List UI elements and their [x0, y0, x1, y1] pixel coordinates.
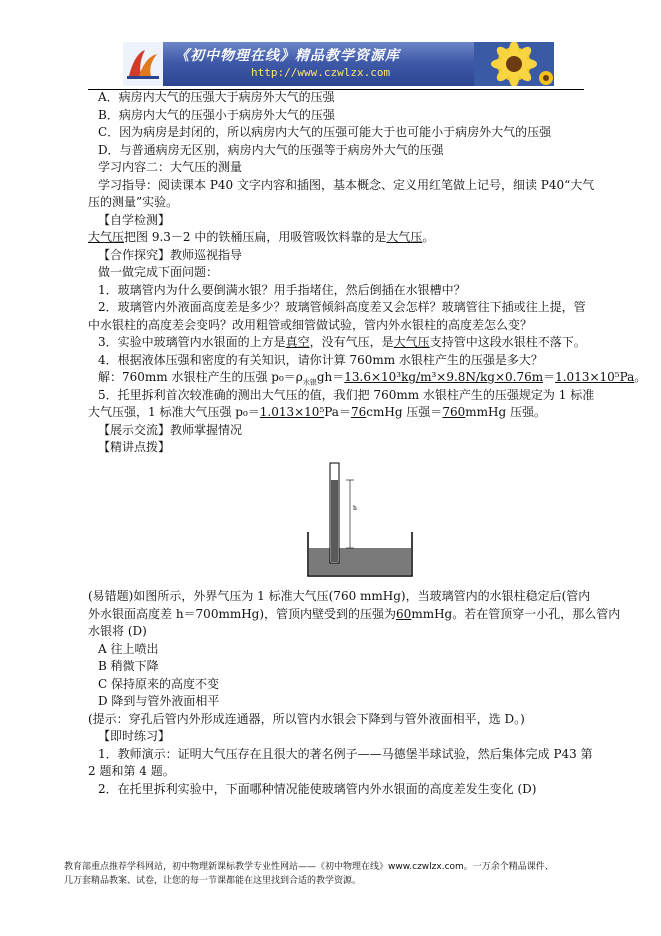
question-5-text: mmHg 压强。 [465, 405, 546, 419]
problem-block [88, 588, 621, 798]
site-logo-icon [123, 42, 163, 86]
answer-blank: 76 [350, 405, 367, 419]
practice-heading: 【即时练习】 [98, 729, 171, 743]
question-5-text: Pa＝ [324, 405, 351, 419]
practice-2: 2．在托里拆利实验中，下面哪种情况能使玻璃管内外水银面的高度差发生变化 (D) [98, 781, 537, 796]
problem-option-b: B 稍微下降 [98, 659, 159, 673]
self-check-line [88, 229, 584, 247]
key-heading: 【精讲点拨】 [98, 440, 171, 454]
page-footer [64, 860, 604, 888]
option-c: C．因为病房是封闭的，所以病房内大气的压强可能大于也可能小于病房外大气的压强 [98, 125, 552, 139]
problem-text: mmHg。若在管顶穿一小孔，那么管内 [411, 606, 621, 621]
subscript: 水银 [302, 378, 317, 387]
footer-line-1: 教育部重点推荐学科网站，初中物理新课标教学专业性网站——《初中物理在线》www.czwlzx.com。一万余个精品课件、 [64, 862, 554, 872]
punctuation: 。 [422, 230, 435, 244]
question-1: 1．玻璃管内为什么要倒满水银？用手指堵住，然后倒插在水银槽中？ [98, 282, 466, 297]
main-content [88, 89, 647, 457]
answer-blank: 60 [396, 606, 412, 621]
solution-text: 解：760mm 水银柱产生的压强 p₀＝ρ [98, 370, 303, 384]
banner-title: 《初中物理在线》精品教学资源库 [175, 48, 400, 64]
problem-hint: (提示：穿孔后管内外形成连通器，所以管内水银会下降到与管外液面相平，选 D。) [88, 711, 525, 726]
do-intro: 做一做完成下面问题： [98, 265, 219, 279]
problem-line-3: 水银将 (D) [88, 624, 147, 638]
option-b: B．病房内大气的压强小于病房外大气的压强 [98, 107, 335, 122]
torricelli-tube-figure [302, 460, 418, 578]
question-2-line-1: 2．玻璃管内外液面高度差是多少？玻璃管倾斜高度差又会怎样？玻璃管往下插或往上提，管 [98, 300, 586, 314]
question-5-text: cmHg 压强＝ [366, 405, 443, 419]
self-check-text: 把图 9.3－2 中的铁桶压扁，用吸管吸饮料靠的是 [124, 230, 387, 244]
answer-blank: 大气压 [88, 230, 125, 244]
banner-url: http://www.czwlzx.com [251, 66, 391, 79]
basin-mercury [309, 548, 411, 575]
study-guide-line-1: 学习指导：阅读课本 P40 文字内容和插图，基本概念、定义用红笔做上记号，细读 P40“大气 [98, 177, 595, 192]
question-5-line-2 [88, 404, 584, 422]
answer-blank: 1.013×10⁵Pa [555, 370, 635, 384]
question-5-line-1: 5．托里拆利首次较准确的测出大气压的值，我们把 760mm 水银柱产生的压强规定为 1 标准 [98, 387, 595, 402]
answer-blank: 760 [442, 405, 466, 419]
height-label: h [353, 505, 357, 512]
question-4: 4．根据液体压强和密度的有关知识，请你计算 760mm 水银柱产生的压强是多大？ [98, 352, 543, 367]
problem-option-a: A 往上喷出 [98, 641, 159, 656]
tube-mercury-column [331, 480, 338, 562]
question-5-text: 大气压强，1 标准大气压强 p₀＝ [88, 405, 260, 419]
sunflower-icon [474, 42, 554, 86]
answer-blank: 13.6×10³kg/m³×9.8N/kg×0.76m [344, 370, 544, 384]
study-guide-line-2: 压的测量”实验。 [88, 195, 179, 209]
self-check-heading: 【自学检测】 [98, 212, 171, 227]
answer-blank: 1.013×10⁵ [259, 405, 325, 419]
section-heading: 学习内容二：大气压的测量 [98, 160, 243, 174]
practice-1-line-2: 2 题和第 4 题。 [88, 764, 175, 778]
question-3-text: 支持管中这段水银柱不落下。 [429, 335, 586, 349]
problem-option-d: D 降到与管外液面相平 [98, 694, 220, 708]
solution-text: ＝ [543, 370, 556, 384]
footer-line-2: 几万套精品教案、试卷，让您的每一节课都能在这里找到合适的教学资源。 [64, 876, 362, 886]
problem-line-2 [88, 606, 621, 624]
practice-1-line-1: 1．教师演示：证明大气压存在且很大的著名例子——马德堡半球试验，然后集体完成 P43 第 [98, 746, 593, 761]
punctuation: 。 [634, 370, 647, 384]
show-heading: 【展示交流】教师掌握情况 [98, 422, 243, 437]
question-3-text: 3．实验中玻璃管内水银面的上方是 [98, 335, 286, 349]
answer-blank: 真空 [285, 335, 310, 349]
question-3-text: ，没有气压，是 [309, 335, 394, 349]
option-d: D．与普通病房无区别，病房内大气的压强等于病房外大气的压强 [98, 142, 444, 157]
question-2-line-2: 中水银柱的高度差会变吗？改用粗管或细管做试验，管内外水银柱的高度差怎么变？ [88, 317, 533, 332]
problem-option-c: C 保持原来的高度不变 [98, 676, 219, 691]
coop-heading: 【合作探究】教师巡视指导 [98, 247, 243, 262]
option-a: A．病房内大气的压强大于病房外大气的压强 [98, 90, 335, 104]
solution-text: gh＝ [316, 370, 345, 384]
answer-blank: 大气压 [386, 230, 423, 244]
problem-line-1: (易错题)如图所示，外界气压为 1 标准大气压(760 mmHg)，当玻璃管内的水银柱稳定后(管内 [88, 589, 591, 603]
problem-text: 外水银面高度差 h＝700mmHg)，管顶内壁受到的压强为 [88, 606, 397, 621]
answer-blank: 大气压 [393, 335, 430, 349]
header-banner [123, 42, 554, 86]
question-3 [88, 334, 584, 352]
